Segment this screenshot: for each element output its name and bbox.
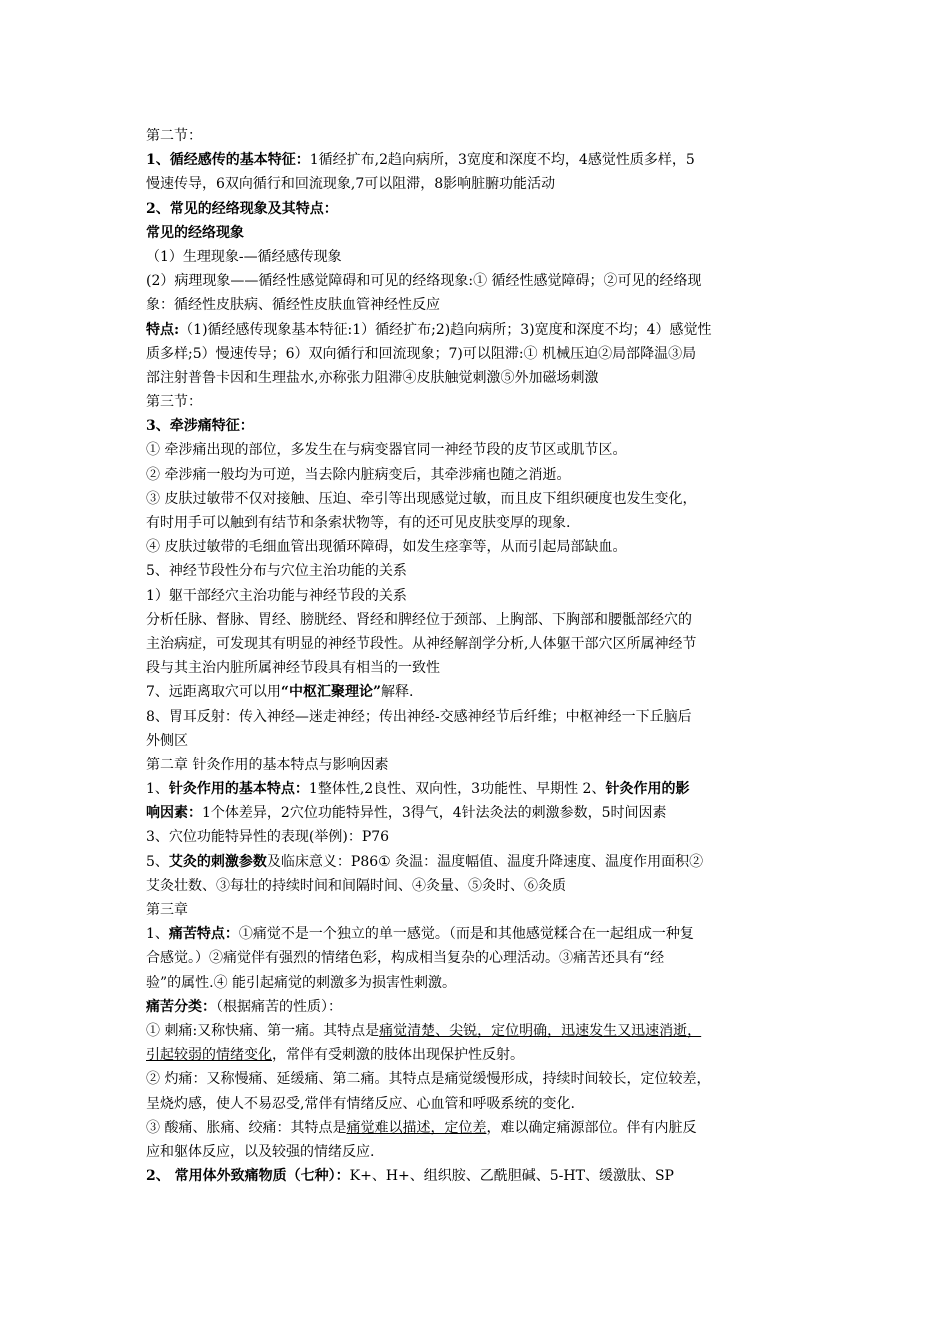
- text-line: 第二节：: [146, 128, 202, 144]
- text-line: （1）生理现象-—循经感传现象: [146, 248, 342, 265]
- text-line: 7、远距离取穴可以用“中枢汇聚理论”解释.: [146, 684, 414, 701]
- text-line: 艾灸壮数、③每壮的持续时间和间隔时间、④灸量、⑤灸时、⑥灸质: [146, 877, 566, 894]
- text-line: 2、常见的经络现象及其特点：: [146, 200, 338, 217]
- text-line: 应和躯体反应，以及较强的情绪反应.: [146, 1143, 375, 1160]
- text-line: ② 牵涉痛一般均为可逆，当去除内脏病变后，其牵涉痛也随之消逝。: [146, 466, 571, 483]
- text-line: 呈烧灼感，使人不易忍受,常伴有情绪反应、心血管和呼吸系统的变化.: [146, 1095, 575, 1112]
- text-line: 有时用手可以触到有结节和条索状物等，有的还可见皮肤变厚的现象.: [146, 515, 571, 531]
- text-line: 8、胃耳反射：传入神经—迷走神经；传出神经-交感神经节后纤维；中枢神经一下丘脑后: [146, 708, 692, 725]
- text-line: 质多样;5）慢速传导；6）双向循行和回流现象；7)可以阻滞:① 机械压迫②局部降温③局: [146, 345, 697, 362]
- text-line: 特点:（1)循经感传现象基本特征:1）循经扩布;2)趋向病所；3)宽度和深度不均；4）感觉性: [146, 321, 712, 338]
- text-line: ② 灼痛：又称慢痛、延缓痛、第二痛。其特点是痛觉缓慢形成，持续时间较长，定位较差，: [146, 1071, 711, 1088]
- text-line: 痛苦分类：（根据痛苦的性质）：: [146, 998, 342, 1015]
- text-line: 1）躯干部经穴主治功能与神经节段的关系: [146, 587, 407, 604]
- text-line: 5、艾灸的刺激参数及临床意义：P86① 灸温：温度幅值、温度升降速度、温度作用面积②: [146, 853, 704, 870]
- text-line: 慢速传导，6双向循行和回流现象,7可以阻滞，8影响脏腑功能活动: [146, 176, 556, 193]
- text-line: 第二章 针灸作用的基本特点与影响因素: [146, 756, 389, 773]
- text-line: 响因素：1个体差异，2穴位功能特异性，3得气，4针法灸法的刺激参数，5时间因素: [146, 805, 667, 822]
- text-line: 象：循经性皮肤病、循经性皮肤血管神经性反应: [146, 297, 440, 314]
- text-line: 部注射普鲁卡因和生理盐水,亦称张力阻滞④皮肤触觉刺激⑤外加磁场刺激: [146, 369, 599, 386]
- text-line: 第三章: [146, 902, 188, 918]
- text-line: ① 刺痛:又称快痛、第一痛。其特点是痛觉清楚、尖锐，定位明确，迅速发生又迅速消逝，: [146, 1022, 702, 1039]
- text-line: 引起较弱的情绪变化，常伴有受刺激的肢体出现保护性反射。: [146, 1047, 524, 1064]
- text-line: 1、痛苦特点：①痛觉不是一个独立的单一感觉。（而是和其他感觉糅合在一起组成一种复: [146, 926, 694, 943]
- text-line: 第三节：: [146, 394, 202, 411]
- text-line: 2、 常用体外致痛物质（七种）：K+、H+、组织胺、乙酰胆碱、5-HT、缓激肽、SP: [146, 1168, 674, 1185]
- text-line: ① 牵涉痛出现的部位，多发生在与病变器官同一神经节段的皮节区或肌节区。: [146, 442, 627, 459]
- text-line: 验”的属性.④ 能引起痛觉的刺激多为损害性刺激。: [146, 974, 457, 991]
- text-line: 5、神经节段性分布与穴位主治功能的关系: [146, 563, 407, 580]
- text-line: 1、针灸作用的基本特点：1整体性,2良性、双向性，3功能性、早期性 2、针灸作用的影: [146, 781, 690, 798]
- text-line: (2）病理现象——循经性感觉障碍和可见的经络现象:① 循经性感觉障碍；②可见的经络现: [146, 273, 702, 290]
- text-line: 主治病症，可发现其有明显的神经节段性。从神经解剖学分析,人体躯干部穴区所属神经节: [146, 635, 697, 652]
- text-line: 分析任脉、督脉、胃经、膀胱经、肾经和脾经位于颈部、上胸部、下胸部和腰骶部经穴的: [146, 611, 692, 628]
- text-line: 1、循经感传的基本特征：1循经扩布,2趋向病所，3宽度和深度不均，4感觉性质多样，5: [146, 152, 695, 169]
- text-line: 外侧区: [146, 732, 188, 749]
- text-line: ④ 皮肤过敏带的毛细血管出现循环障碍，如发生痉挛等，从而引起局部缺血。: [146, 539, 627, 556]
- text-line: 3、穴位功能特异性的表现(举例)：P76: [146, 829, 390, 846]
- text-line: 常见的经络现象: [146, 224, 244, 241]
- document-body: [146, 124, 814, 1188]
- text-line: ③ 酸痛、胀痛、绞痛：其特点是痛觉难以描述，定位差，难以确定痛源部位。伴有内脏反: [146, 1119, 697, 1136]
- text-line: ③ 皮肤过敏带不仅对接触、压迫、牵引等出现感觉过敏，而且皮下组织硬度也发生变化，: [146, 490, 697, 507]
- text-line: 合感觉。）②痛觉伴有强烈的情绪色彩，构成相当复杂的心理活动。③痛苦还具有“经: [146, 950, 665, 967]
- text-line: 段与其主治内脏所属神经节段具有相当的一致性: [146, 660, 440, 677]
- text-line: 3、牵涉痛特征：: [146, 418, 254, 435]
